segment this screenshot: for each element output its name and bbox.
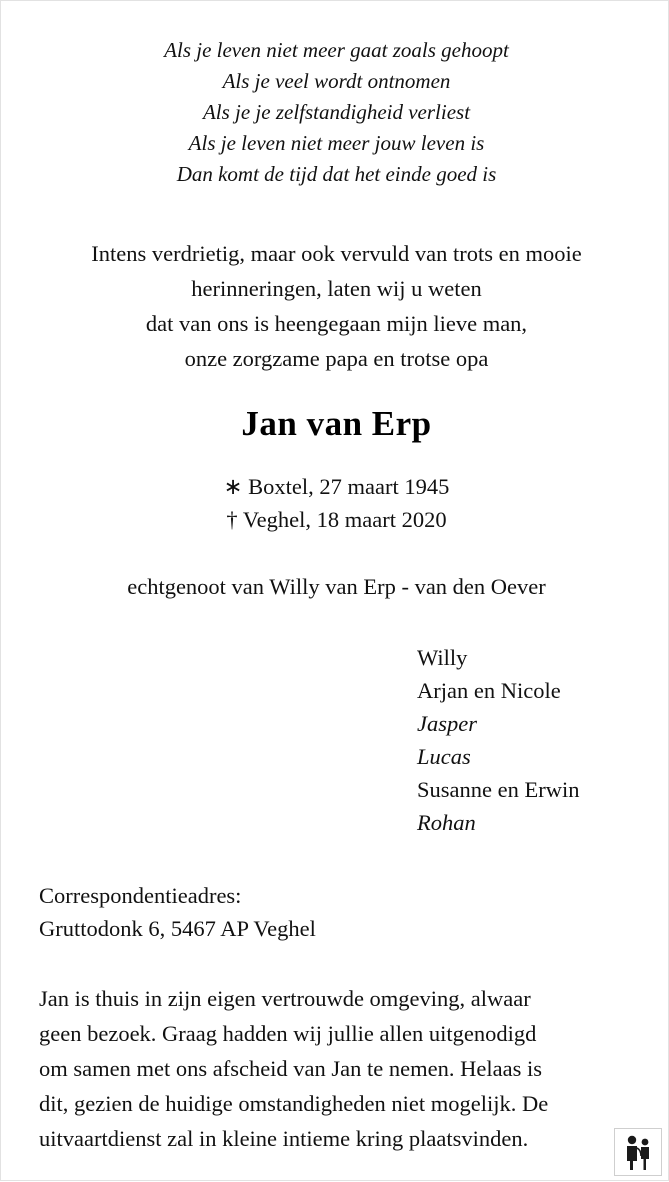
poem-line: Dan komt de tijd dat het einde goed is <box>176 162 497 186</box>
intro-line: onze zorgzame papa en trotse opa <box>184 346 489 371</box>
closing-line: Jan is thuis in zijn eigen vertrouwde omgeving, alwaar <box>39 986 531 1011</box>
family-member: Jasper <box>417 711 477 736</box>
poem-line: Als je veel wordt ontnomen <box>222 69 451 93</box>
family-member: Willy <box>417 645 468 670</box>
family-member: Susanne en Erwin <box>417 777 580 802</box>
closing-line: uitvaartdienst zal in kleine intieme kring plaatsvinden. <box>39 1126 529 1151</box>
funeral-home-logo-icon <box>614 1128 660 1174</box>
family-member: Arjan en Nicole <box>417 678 561 703</box>
poem-block <box>39 35 634 190</box>
intro-line: dat van ons is heengegaan mijn lieve man, <box>145 311 528 336</box>
poem-line: Als je leven niet meer jouw leven is <box>188 131 485 155</box>
closing-line: dit, gezien de huidige omstandigheden niet mogelijk. De <box>39 1091 549 1116</box>
closing-line: om samen met ons afscheid van Jan te nemen. Helaas is <box>39 1056 542 1081</box>
address-label: Correspondentieadres: <box>39 883 242 908</box>
poem-line: Als je je zelfstandigheid verliest <box>202 100 471 124</box>
correspondence-address <box>39 879 634 945</box>
family-member: Lucas <box>417 744 471 769</box>
poem-line: Als je leven niet meer gaat zoals gehoopt <box>164 38 509 62</box>
intro-line: Intens verdrietig, maar ook vervuld van trots en mooie <box>91 241 582 266</box>
intro-line: herinneringen, laten wij u weten <box>191 276 482 301</box>
spouse-line: echtgenoot van Willy van Erp - van den Oever <box>127 574 546 599</box>
closing-line: geen bezoek. Graag hadden wij jullie allen uitgenodigd <box>39 1021 537 1046</box>
address-line: Gruttodonk 6, 5467 AP Veghel <box>39 916 316 941</box>
deceased-name: Jan van Erp <box>241 404 432 443</box>
life-dates <box>39 470 634 536</box>
intro-block <box>39 236 634 376</box>
family-list <box>39 641 634 839</box>
birth-date: ∗ Boxtel, 27 maart 1945 <box>223 474 450 499</box>
family-member: Rohan <box>417 810 476 835</box>
death-date: † Veghel, 18 maart 2020 <box>226 507 447 532</box>
obituary-content <box>39 1 634 1182</box>
closing-message <box>39 981 634 1156</box>
logo-glyph-icon <box>614 1128 660 1174</box>
